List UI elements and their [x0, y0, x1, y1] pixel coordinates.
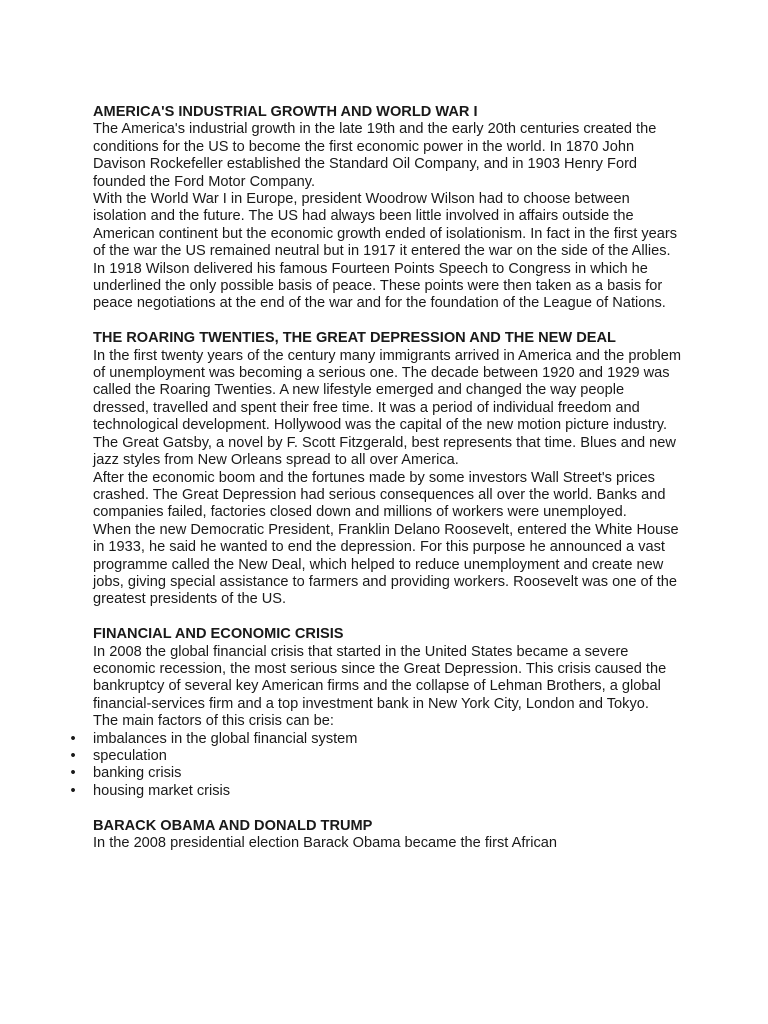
- paragraph: In the 2008 presidential election Barack Obama became the first African: [93, 835, 558, 852]
- bullet-icon: •: [70, 748, 76, 764]
- paragraph: The America's industrial growth in the late 19th and the early 20th centuries created the conditions for the US to become the first economic power in the world. In 1870 John Davison Rockefeller established the Standard Oil Company, and in 1903 Henry Ford founded the Ford Motor Company.: [93, 121, 657, 190]
- bullet-list: [70, 730, 683, 801]
- bullet-icon: •: [70, 782, 76, 799]
- list-item-text: imbalances in the global financial system: [93, 730, 358, 747]
- paragraph: In 2008 the global financial crisis that started in the United States became a severe economic recession, the most serious since the Great Depression. This crisis caused the bankruptcy of several key American firms and the collapse of Lehman Brothers, a global financial-services firm and a top investment bank in New York City, London and Tokyo.: [93, 643, 667, 712]
- paragraph: The main factors of this crisis can be:: [93, 713, 334, 730]
- bullet-icon: •: [70, 730, 76, 747]
- section-financial-crisis: [70, 626, 683, 800]
- paragraph: With the World War I in Europe, president Woodrow Wilson had to choose between isolation and the future. The US had always been little involved in affairs outside the American continent but the economic growth ended of isolationism. In fact in the first years of the war the US remained neutral but in 1917 it entered the war on the side of the Allies. In 1918 Wilson delivered his famous Fourteen Points Speech to Congress in which he underlined the only possible basis of peace. These points were then taken as a basis for peace negotiations at the end of the war and for the foundation of the League of Nations.: [93, 191, 678, 312]
- list-item: [70, 730, 683, 748]
- list-item: [70, 748, 683, 765]
- paragraph: When the new Democratic President, Franklin Delano Roosevelt, entered the White House in 1933, he said he wanted to end the depression. For this purpose he announced a vast programme called the New Deal, which helped to reduce unemployment and create new jobs, giving special assistance to farmers and providing workers. Roosevelt was one of the greatest presidents of the US.: [93, 521, 679, 608]
- list-item-text: housing market crisis: [93, 782, 231, 799]
- bullet-icon: •: [70, 765, 76, 782]
- list-item-text: speculation: [93, 748, 167, 764]
- section-heading: THE ROARING TWENTIES, THE GREAT DEPRESSION AND THE NEW DEAL: [93, 330, 616, 347]
- list-item-text: banking crisis: [93, 765, 182, 782]
- section-obama-trump: [93, 818, 683, 853]
- section-roaring-twenties: [93, 330, 683, 609]
- section-heading: BARACK OBAMA AND DONALD TRUMP: [93, 817, 373, 834]
- list-item: [70, 782, 683, 800]
- list-item: [70, 765, 683, 782]
- paragraph: After the economic boom and the fortunes made by some investors Wall Street's prices crashed. The Great Depression had serious consequences all over the world. Banks and companies failed, factories closed down and millions of workers were unemployed.: [93, 469, 666, 521]
- document-body: [70, 104, 683, 870]
- section-industrial-growth: [93, 104, 683, 313]
- section-heading: AMERICA'S INDUSTRIAL GROWTH AND WORLD WAR I: [93, 104, 478, 120]
- section-heading: FINANCIAL AND ECONOMIC CRISIS: [93, 626, 344, 643]
- paragraph: In the first twenty years of the century many immigrants arrived in America and the problem of unemployment was becoming a serious one. The decade between 1920 and 1929 was called the Roaring Twenties. A new lifestyle emerged and changed the way people dressed, travelled and spent their free time. It was a period of individual freedom and technological development. Hollywood was the capital of the new motion picture industry. The Great Gatsby, a novel by F. Scott Fitzgerald, best represents that time. Blues and new jazz styles from New Orleans spread to all over America.: [93, 347, 682, 469]
